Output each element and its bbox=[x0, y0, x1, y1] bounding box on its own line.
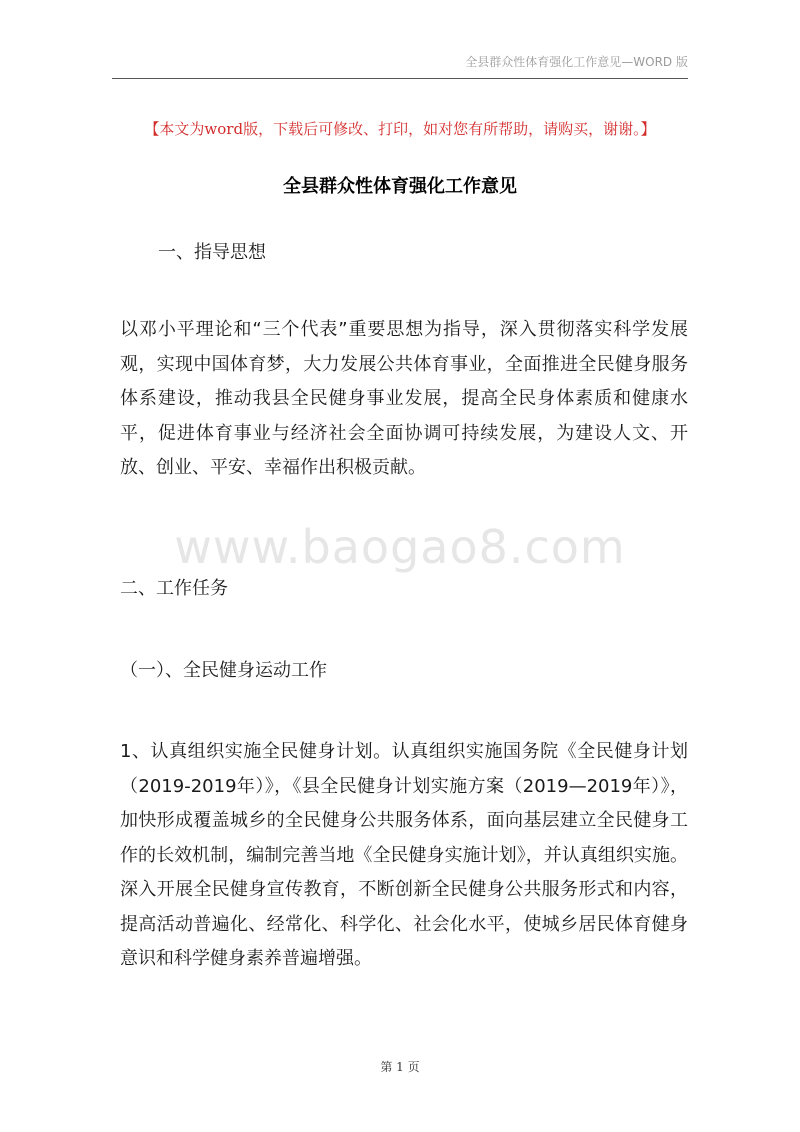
document-title: 全县群众性体育强化工作意见 bbox=[283, 176, 517, 197]
header-title: 全县群众性体育强化工作意见—WORD 版 bbox=[465, 55, 688, 69]
subsection-1-heading: （一）、全民健身运动工作 bbox=[120, 660, 327, 681]
section-1-heading: 一、指导思想 bbox=[158, 242, 266, 263]
item-1-paragraph: 1、认真组织实施全民健身计划。认真组织实施国务院《全民健身计划（2019-2019年）》，《县全民健身计划实施方案（2019—2019年）》，加快形成覆盖城乡的全民健身公共服务体系，面向基层建立全民健身工作的长效机制，编制完善当地《全民健身实施计划》，并认真组织实施。深入开展全民健身宣传教育，不断创新全民健身公共服务形式和内容，提高活动普遍化、经常化、科学化、社会化水平，使城乡居民体育健身意识和科学健身素养普遍增强。 bbox=[120, 741, 688, 969]
purchase-notice: 【本文为word版，下载后可修改、打印，如对您有所帮助，请购买，谢谢。】 bbox=[144, 120, 656, 138]
section-2-heading: 二、工作任务 bbox=[120, 578, 228, 599]
section-1-paragraph: 以邓小平理论和“三个代表”重要思想为指导，深入贯彻落实科学发展观，实现中国体育梦，大力发展公共体育事业，全面推进全民健身服务体系建设，推动我县全民健身事业发展，提高全民身体素质和健康水平，促进体育事业与经济社会全面协调可持续发展，为建设人文、开放、创业、平安、幸福作出积极贡献。 bbox=[120, 319, 688, 478]
page-number: 第 1 页 bbox=[380, 1060, 420, 1074]
page-header bbox=[112, 50, 688, 79]
watermark: www.baogao8.com bbox=[174, 520, 626, 574]
